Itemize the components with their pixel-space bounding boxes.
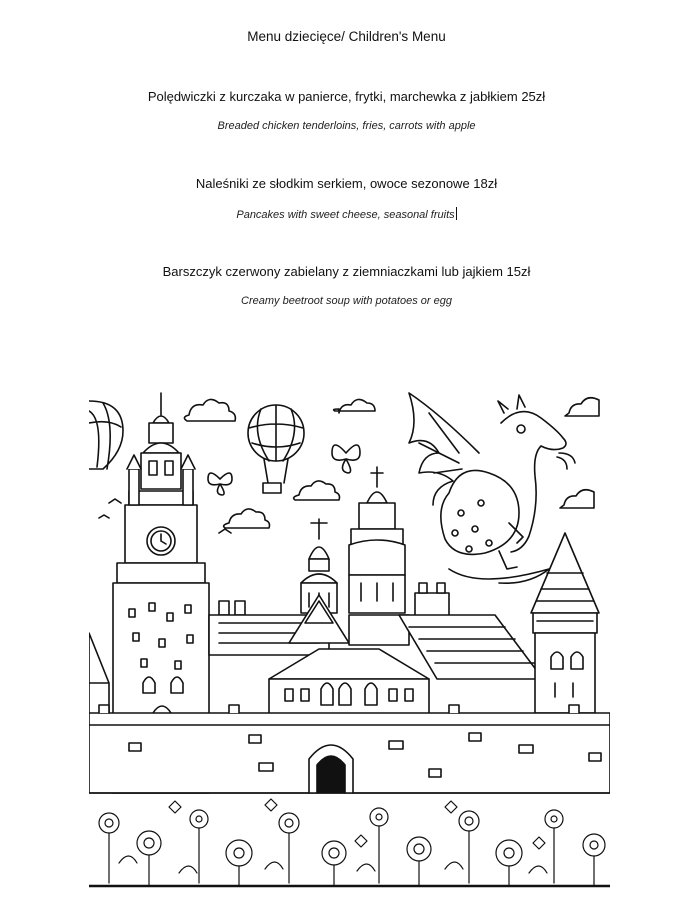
menu-item-3-polish: Barszczyk czerwony zabielany z ziemniaczkami lub jajkiem 15zł xyxy=(162,264,531,279)
castle-icon xyxy=(89,705,610,793)
menu-item-1-english: Breaded chicken tenderloins, fries, carrots with apple xyxy=(217,120,476,132)
menu-item-3-english: Creamy beetroot soup with potatoes or egg xyxy=(241,295,452,307)
flower-icon xyxy=(89,793,610,886)
menu-item-2-polish: Naleśniki ze słodkim serkiem, owoce sezonowe 18zł xyxy=(195,176,498,191)
menu-item-2-english-row xyxy=(0,207,693,221)
menu-item-2-english: Pancakes with sweet cheese, seasonal fruits xyxy=(236,209,455,221)
castle-illustration xyxy=(89,383,610,890)
menu-item-1-polish: Polędwiczki z kurczaka w panierce, frytki, marchewka z jabłkiem 25zł xyxy=(147,89,546,104)
castle-icon xyxy=(531,533,599,713)
text-cursor[interactable] xyxy=(456,207,457,220)
dragon-icon xyxy=(409,393,575,583)
menu-title: Menu dziecięce/ Children's Menu xyxy=(247,29,446,44)
